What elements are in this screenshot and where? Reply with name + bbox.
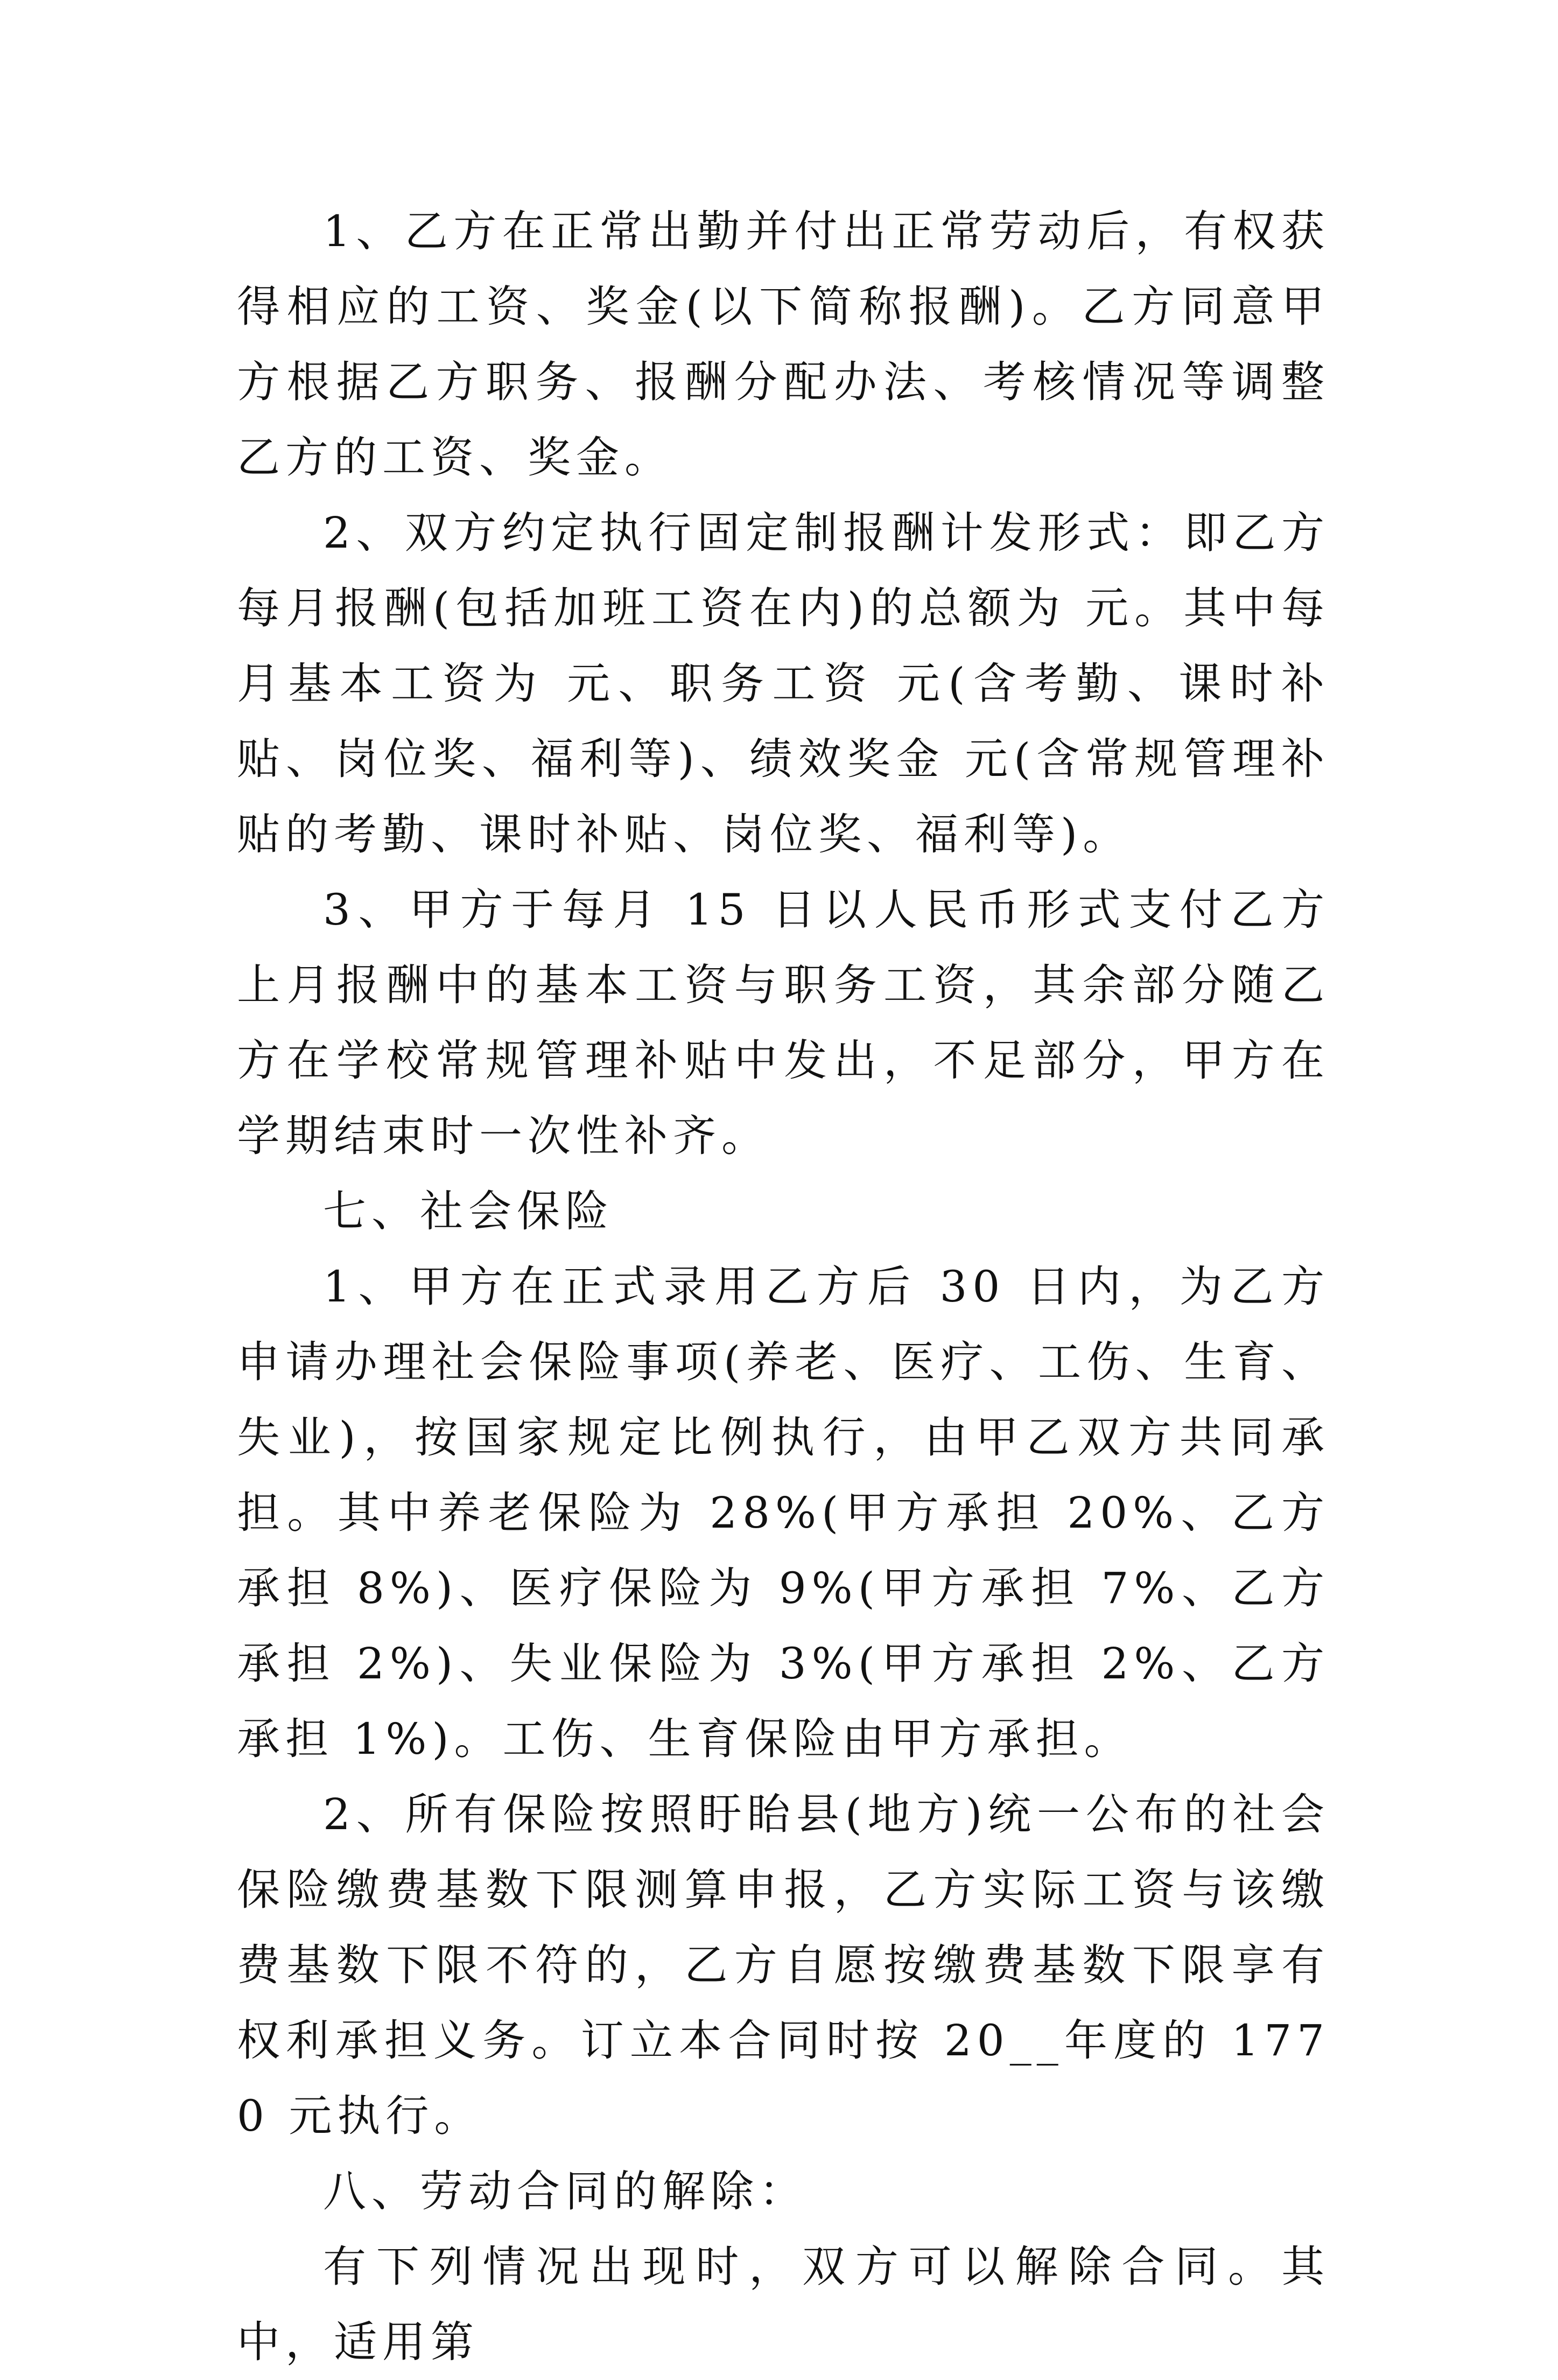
paragraph-termination-conditions: 有下列情况出现时，双方可以解除合同。其中，适用第 (237, 2242, 1330, 2367)
paragraph-salary-form: 2、双方约定执行固定制报酬计发形式：即乙方每月报酬(包括加班工资在内)的总额为 元。其中每月基本工资为 元、职务工资 元(含考勤、课时补贴、岗位奖、福利等)、绩效奖金 元(含常规管理补贴的考勤、课时补贴、岗位奖、福利等)。 (237, 508, 1330, 859)
section-heading-termination: 八、劳动合同的解除： (323, 2166, 808, 2216)
paragraph-salary-rights: 1、乙方在正常出勤并付出正常劳动后，有权获得相应的工资、奖金(以下简称报酬)。乙方同意甲方根据乙方职务、报酬分配办法、考核情况等调整乙方的工资、奖金。 (237, 206, 1330, 482)
paragraph-payment-date: 3、甲方于每月 15 日以人民币形式支付乙方上月报酬中的基本工资与职务工资，其余部分随乙方在学校常规管理补贴中发出，不足部分，甲方在学期结束时一次性补齐。 (237, 885, 1330, 1161)
paragraph-insurance-base: 2、所有保险按照盱眙县(地方)统一公布的社会保险缴费基数下限测算申报，乙方实际工资与该缴费基数下限不符的，乙方自愿按缴费基数下限享有权利承担义务。订立本合同时按 20__年度的 1770 元执行。 (237, 1789, 1330, 2141)
paragraph-insurance-items: 1、甲方在正式录用乙方后 30 日内，为乙方申请办理社会保险事项(养老、医疗、工伤、生育、失业)，按国家规定比例执行，由甲乙双方共同承担。其中养老保险为 28%(甲方承担 20%、乙方承担 8%)、医疗保险为 9%(甲方承担 7%、乙方承担 2%)、失业保险为 3%(甲方承担 2%、乙方承担 1%)。工伤、生育保险由甲方承担。 (237, 1262, 1330, 1764)
section-heading-social-insurance: 七、社会保险 (323, 1186, 614, 1236)
document-body (237, 194, 1330, 2380)
